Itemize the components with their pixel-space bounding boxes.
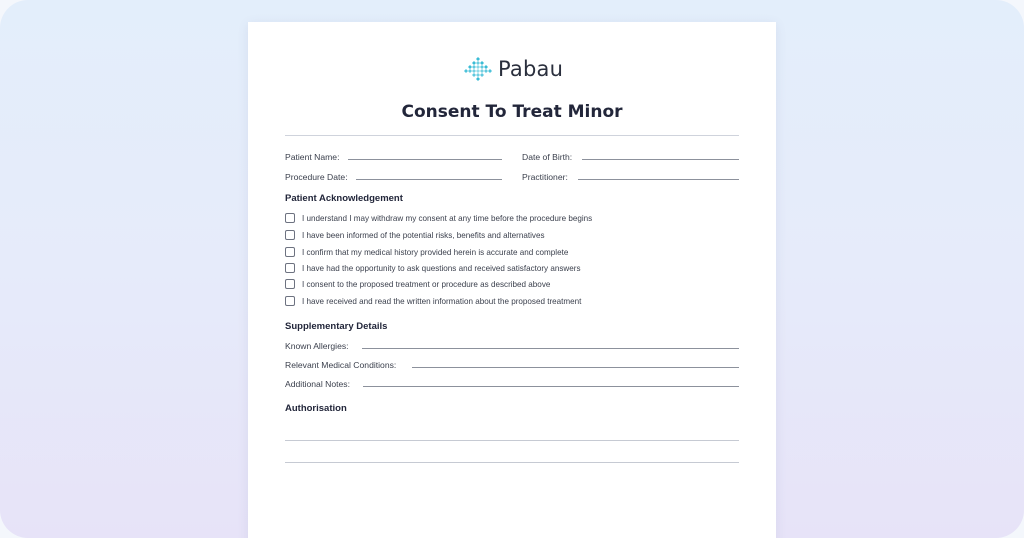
acknowledgement-item[interactable] [285, 229, 545, 241]
supplementary-heading: Supplementary Details [285, 321, 388, 332]
known-allergies-label: Known Allergies: [285, 341, 349, 351]
checkbox[interactable] [285, 213, 295, 223]
checkbox[interactable] [285, 296, 295, 306]
patient-name-field[interactable] [348, 159, 502, 160]
patient-name-label: Patient Name: [285, 152, 340, 162]
authorisation-heading: Authorisation [285, 403, 347, 414]
acknowledgement-item-label: I have had the opportunity to ask questions and received satisfactory answers [302, 263, 581, 273]
additional-notes-label: Additional Notes: [285, 379, 350, 389]
signature-line[interactable] [285, 462, 739, 463]
procedure-date-field[interactable] [356, 179, 502, 180]
acknowledgement-item-label: I have received and read the written information about the proposed treatment [302, 296, 582, 306]
relevant-conditions-field[interactable] [412, 367, 739, 368]
acknowledgement-item[interactable] [285, 212, 592, 224]
acknowledgement-heading: Patient Acknowledgement [285, 193, 403, 204]
checkbox[interactable] [285, 230, 295, 240]
practitioner-label: Practitioner: [522, 172, 568, 182]
acknowledgement-item[interactable] [285, 262, 581, 274]
form-title: Consent To Treat Minor [401, 102, 623, 122]
additional-notes-field[interactable] [363, 386, 739, 387]
relevant-conditions-label: Relevant Medical Conditions: [285, 360, 397, 370]
acknowledgement-item-label: I confirm that my medical history provided herein is accurate and complete [302, 247, 569, 257]
title-divider [285, 135, 739, 136]
diamond-grid-logo-icon [464, 56, 492, 82]
procedure-date-label: Procedure Date: [285, 172, 348, 182]
known-allergies-field[interactable] [362, 348, 739, 349]
acknowledgement-item[interactable] [285, 295, 581, 307]
acknowledgement-item-label: I have been informed of the potential risks, benefits and alternatives [302, 230, 545, 240]
brand-logo [464, 56, 563, 82]
acknowledgement-item-label: I consent to the proposed treatment or procedure as described above [302, 279, 551, 289]
signature-line[interactable] [285, 440, 739, 441]
acknowledgement-item[interactable] [285, 246, 568, 258]
date-of-birth-label: Date of Birth: [522, 152, 573, 162]
practitioner-field[interactable] [578, 179, 739, 180]
brand-name: Pabau [498, 57, 564, 81]
consent-form-page [248, 22, 776, 538]
checkbox[interactable] [285, 263, 295, 273]
checkbox[interactable] [285, 247, 295, 257]
acknowledgement-item-label: I understand I may withdraw my consent at any time before the procedure begins [302, 213, 593, 223]
checkbox[interactable] [285, 279, 295, 289]
date-of-birth-field[interactable] [582, 159, 739, 160]
acknowledgement-item[interactable] [285, 278, 550, 290]
